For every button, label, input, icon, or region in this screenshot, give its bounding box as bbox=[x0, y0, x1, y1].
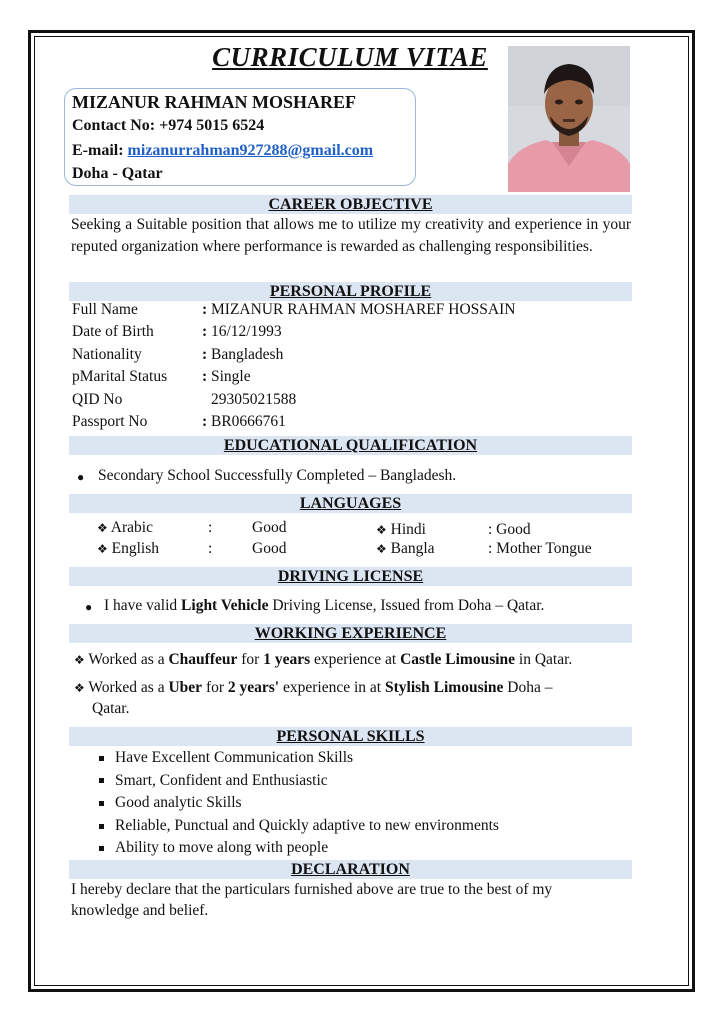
work-item-continuation: Qatar. bbox=[92, 700, 130, 717]
language-level: : Mother Tongue bbox=[488, 540, 592, 557]
work-item: ❖ Worked as a Chauffeur for 1 years experience at Castle Limousine in Qatar. bbox=[74, 651, 573, 668]
square-bullet-icon bbox=[99, 778, 104, 783]
profile-row: Full Name : MIZANUR RAHMAN MOSHAREF HOSSAIN bbox=[72, 301, 516, 318]
diamond-bullet-icon: ❖ bbox=[97, 521, 108, 535]
skill-item: Reliable, Punctual and Quickly adaptive to new environments bbox=[115, 817, 499, 834]
skill-item: Smart, Confident and Enthusiastic bbox=[115, 772, 328, 789]
driving-heading: DRIVING LICENSE bbox=[277, 568, 424, 585]
declaration-band bbox=[69, 860, 632, 879]
education-band bbox=[69, 436, 632, 455]
language-level: : Good bbox=[488, 521, 531, 538]
work-heading: WORKING EXPERIENCE bbox=[254, 625, 447, 642]
profile-row: pMarital Status : Single bbox=[72, 368, 251, 385]
skills-band bbox=[69, 727, 632, 746]
diamond-bullet-icon: ❖ bbox=[97, 542, 108, 556]
skill-item: Good analytic Skills bbox=[115, 794, 242, 811]
skill-item: Have Excellent Communication Skills bbox=[115, 749, 354, 766]
document-title: CURRICULUM VITAE bbox=[212, 42, 488, 72]
profile-row: QID No 29305021588 bbox=[72, 391, 297, 408]
language-arabic: ❖ Arabic bbox=[97, 519, 153, 536]
email-link[interactable]: mizanurrahman927288@gmail.com bbox=[127, 142, 374, 159]
location: Doha - Qatar bbox=[72, 165, 163, 182]
work-band bbox=[69, 624, 632, 643]
declaration-line: knowledge and belief. bbox=[71, 902, 209, 919]
diamond-bullet-icon: ❖ bbox=[376, 523, 387, 537]
language-bangla: ❖ Bangla bbox=[376, 540, 435, 557]
skill-item: Ability to move along with people bbox=[115, 839, 329, 856]
profile-row: Nationality : Bangladesh bbox=[72, 346, 284, 363]
driving-item: I have valid Light Vehicle Driving License, Issued from Doha – Qatar. bbox=[104, 597, 545, 614]
personal-profile-heading: PERSONAL PROFILE bbox=[269, 283, 432, 300]
diamond-bullet-icon: ❖ bbox=[74, 653, 85, 667]
email-line: E-mail: mizanurrahman927288@gmail.com bbox=[72, 142, 374, 159]
applicant-name: MIZANUR RAHMAN MOSHAREF bbox=[72, 92, 356, 112]
profile-row: Date of Birth : 16/12/1993 bbox=[72, 323, 282, 340]
language-level: Good bbox=[252, 519, 287, 536]
bullet-icon: ● bbox=[85, 600, 93, 614]
languages-heading: LANGUAGES bbox=[299, 495, 402, 512]
diamond-bullet-icon: ❖ bbox=[74, 681, 85, 695]
language-english: ❖ English bbox=[97, 540, 160, 557]
bullet-icon: ● bbox=[77, 470, 85, 484]
career-objective-text: Seeking a Suitable position that allows me to utilize my creativity and experience in your reputed organization where performance is rewarded as challenging responsibilities. bbox=[71, 216, 631, 255]
square-bullet-icon bbox=[99, 756, 104, 761]
driving-band bbox=[69, 567, 632, 586]
skills-heading: PERSONAL SKILLS bbox=[276, 728, 425, 745]
work-item: ❖ Worked as a Uber for 2 years' experience in at Stylish Limousine Doha – bbox=[74, 679, 553, 696]
declaration-line: I hereby declare that the particulars furnished above are true to the best of my bbox=[71, 881, 553, 898]
career-objective-heading: CAREER OBJECTIVE bbox=[268, 196, 433, 213]
languages-band bbox=[69, 494, 632, 513]
language-hindi: ❖ Hindi bbox=[376, 521, 426, 538]
personal-profile-band bbox=[69, 282, 632, 301]
square-bullet-icon bbox=[99, 801, 104, 806]
declaration-heading: DECLARATION bbox=[291, 861, 410, 878]
language-colon: : bbox=[208, 519, 213, 536]
language-level: Good bbox=[252, 540, 287, 557]
diamond-bullet-icon: ❖ bbox=[376, 542, 387, 556]
square-bullet-icon bbox=[99, 846, 104, 851]
education-heading: EDUCATIONAL QUALIFICATION bbox=[223, 437, 478, 454]
profile-row: Passport No : BR0666761 bbox=[72, 413, 286, 430]
square-bullet-icon bbox=[99, 824, 104, 829]
contact-number: Contact No: +974 5015 6524 bbox=[72, 117, 265, 134]
education-item: Secondary School Successfully Completed – Bangladesh. bbox=[98, 467, 457, 484]
profile-photo bbox=[508, 46, 630, 192]
language-colon: : bbox=[208, 540, 213, 557]
career-objective-band bbox=[69, 195, 632, 214]
